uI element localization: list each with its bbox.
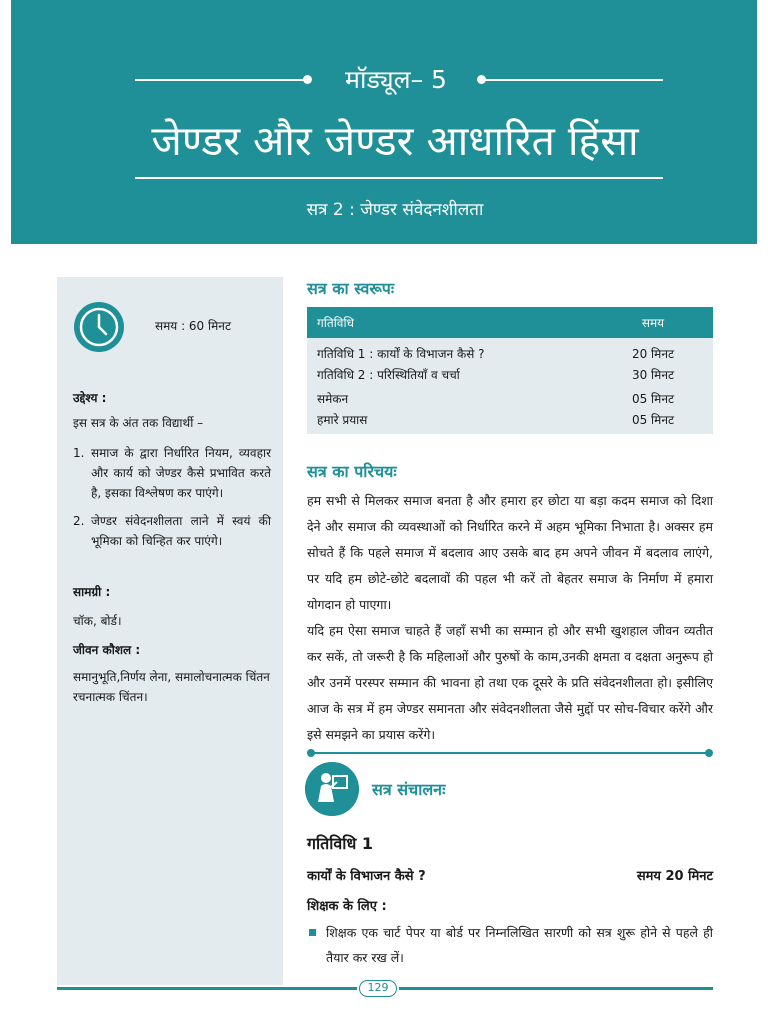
activity-title: गतिविधि 1 <box>307 834 373 853</box>
activity-time: समय 20 मिनट <box>636 869 713 884</box>
activity-question: कार्यों के विभाजन कैसे ? <box>307 869 426 884</box>
objective-intro: इस सत्र के अंत तक विद्यार्थी – <box>73 416 204 430</box>
column-header-activity: गतिविधि <box>307 307 593 338</box>
table-header-row <box>307 307 713 338</box>
list-item: 2. जेण्डर संवेदनशीलता लाने में स्वयं की भूमिका को चिन्हित कर पाएंगे। <box>73 514 271 548</box>
decorative-rule <box>135 79 305 81</box>
skills-text: समानुभूति,निर्णय लेना, समालोचनात्मक चिंतन रचनात्मक चिंतन। <box>73 670 270 704</box>
intro-paragraph-1: हम सभी से मिलकर समाज बनता है और हमारा हर छोटा या बड़ा कदम समाज को दिशा देने और समाज की व्यवस्थाओं को निर्धारित करने में अहम भूमिका निभाता है। अक्सर हम सोचते हैं कि पहले समाज में बदलाव आए उसके बाद हम अपने जीवन में बदलाव लाएंगे, पर यदि हम छोटे-छोटे बदलावों की पहल भी करें तो बेहतर समाज के निर्माण में हमारा योगदान हो पाएगा। <box>307 493 713 612</box>
table-row: हमारे प्रयास 05 मिनट <box>317 412 675 427</box>
table-row: गतिविधि 1 : कार्यों के विभाजन कैसे ? 20 मिनट <box>317 346 675 361</box>
materials-text: चॉक, बोर्ड। <box>73 614 122 628</box>
column-header-time: समय <box>593 307 713 338</box>
module-label: मॉड्यूल– 5 <box>345 65 447 94</box>
page-number: 129 <box>359 980 397 997</box>
page-title: जेण्डर और जेण्डर आधारित हिंसा <box>151 117 639 165</box>
duration-text: समय : 60 मिनट <box>155 319 231 333</box>
list-item <box>307 920 713 970</box>
title-underline <box>135 177 663 179</box>
header-banner <box>11 0 757 244</box>
teacher-icon <box>305 762 359 816</box>
decorative-rule <box>485 79 663 81</box>
table-row: समेकन 05 मिनट <box>317 391 675 406</box>
materials-heading: सामग्री : <box>73 585 111 599</box>
section-divider <box>307 748 713 758</box>
table-row: गतिविधि 2 : परिस्थितियाँ व चर्चा 30 मिनट <box>317 367 675 382</box>
intro-heading: सत्र का परिचयः <box>307 462 397 481</box>
objective-list <box>73 443 271 559</box>
objective-heading: उद्देश्य : <box>73 391 107 405</box>
skills-heading: जीवन कौशल : <box>73 643 141 657</box>
structure-heading: सत्र का स्वरूपः <box>307 279 395 298</box>
bullet-text: शिक्षक एक चार्ट पेपर या बोर्ड पर निम्नलिखित सारणी को सत्र शुरू होने से पहले ही तैयार कर रख लें। <box>326 925 713 965</box>
sidebar-panel <box>57 277 283 985</box>
intro-paragraph-2: यदि हम ऐसा समाज चाहते हैं जहाँ सभी का सम्मान हो और सभी खुशहाल जीवन व्यतीत कर सकें, तो जरूरी है कि महिलाओं और पुरुषों के काम,उनकी क्षमता व दक्षता अनुरूप हो और उनमें परस्पर सम्मान की भावना हो तथा एक दूसरे के प्रति संवेदनशीलता हो। इसीलिए आज के सत्र में हम जेण्डर समानता और संवेदनशीलता जैसे मुद्दों पर सोच-विचार करेंगे और इसे समझने का प्रयास करेंगे। <box>307 623 713 742</box>
clock-icon <box>73 301 125 353</box>
session-subtitle: सत्र 2 : जेण्डर संवेदनशीलता <box>306 200 484 220</box>
decorative-dot <box>303 75 312 84</box>
conduct-heading: सत्र संचालनः <box>372 780 446 799</box>
teacher-heading: शिक्षक के लिए : <box>307 899 387 914</box>
page-footer <box>57 980 713 996</box>
list-item: 1. समाज के द्वारा निर्धारित नियम, व्यवहार और कार्य को जेण्डर कैसे प्रभावित करते है, इसका विश्लेषण कर पाएंगे। <box>73 446 271 500</box>
schedule-table <box>307 307 713 434</box>
bullet-icon <box>309 929 316 936</box>
